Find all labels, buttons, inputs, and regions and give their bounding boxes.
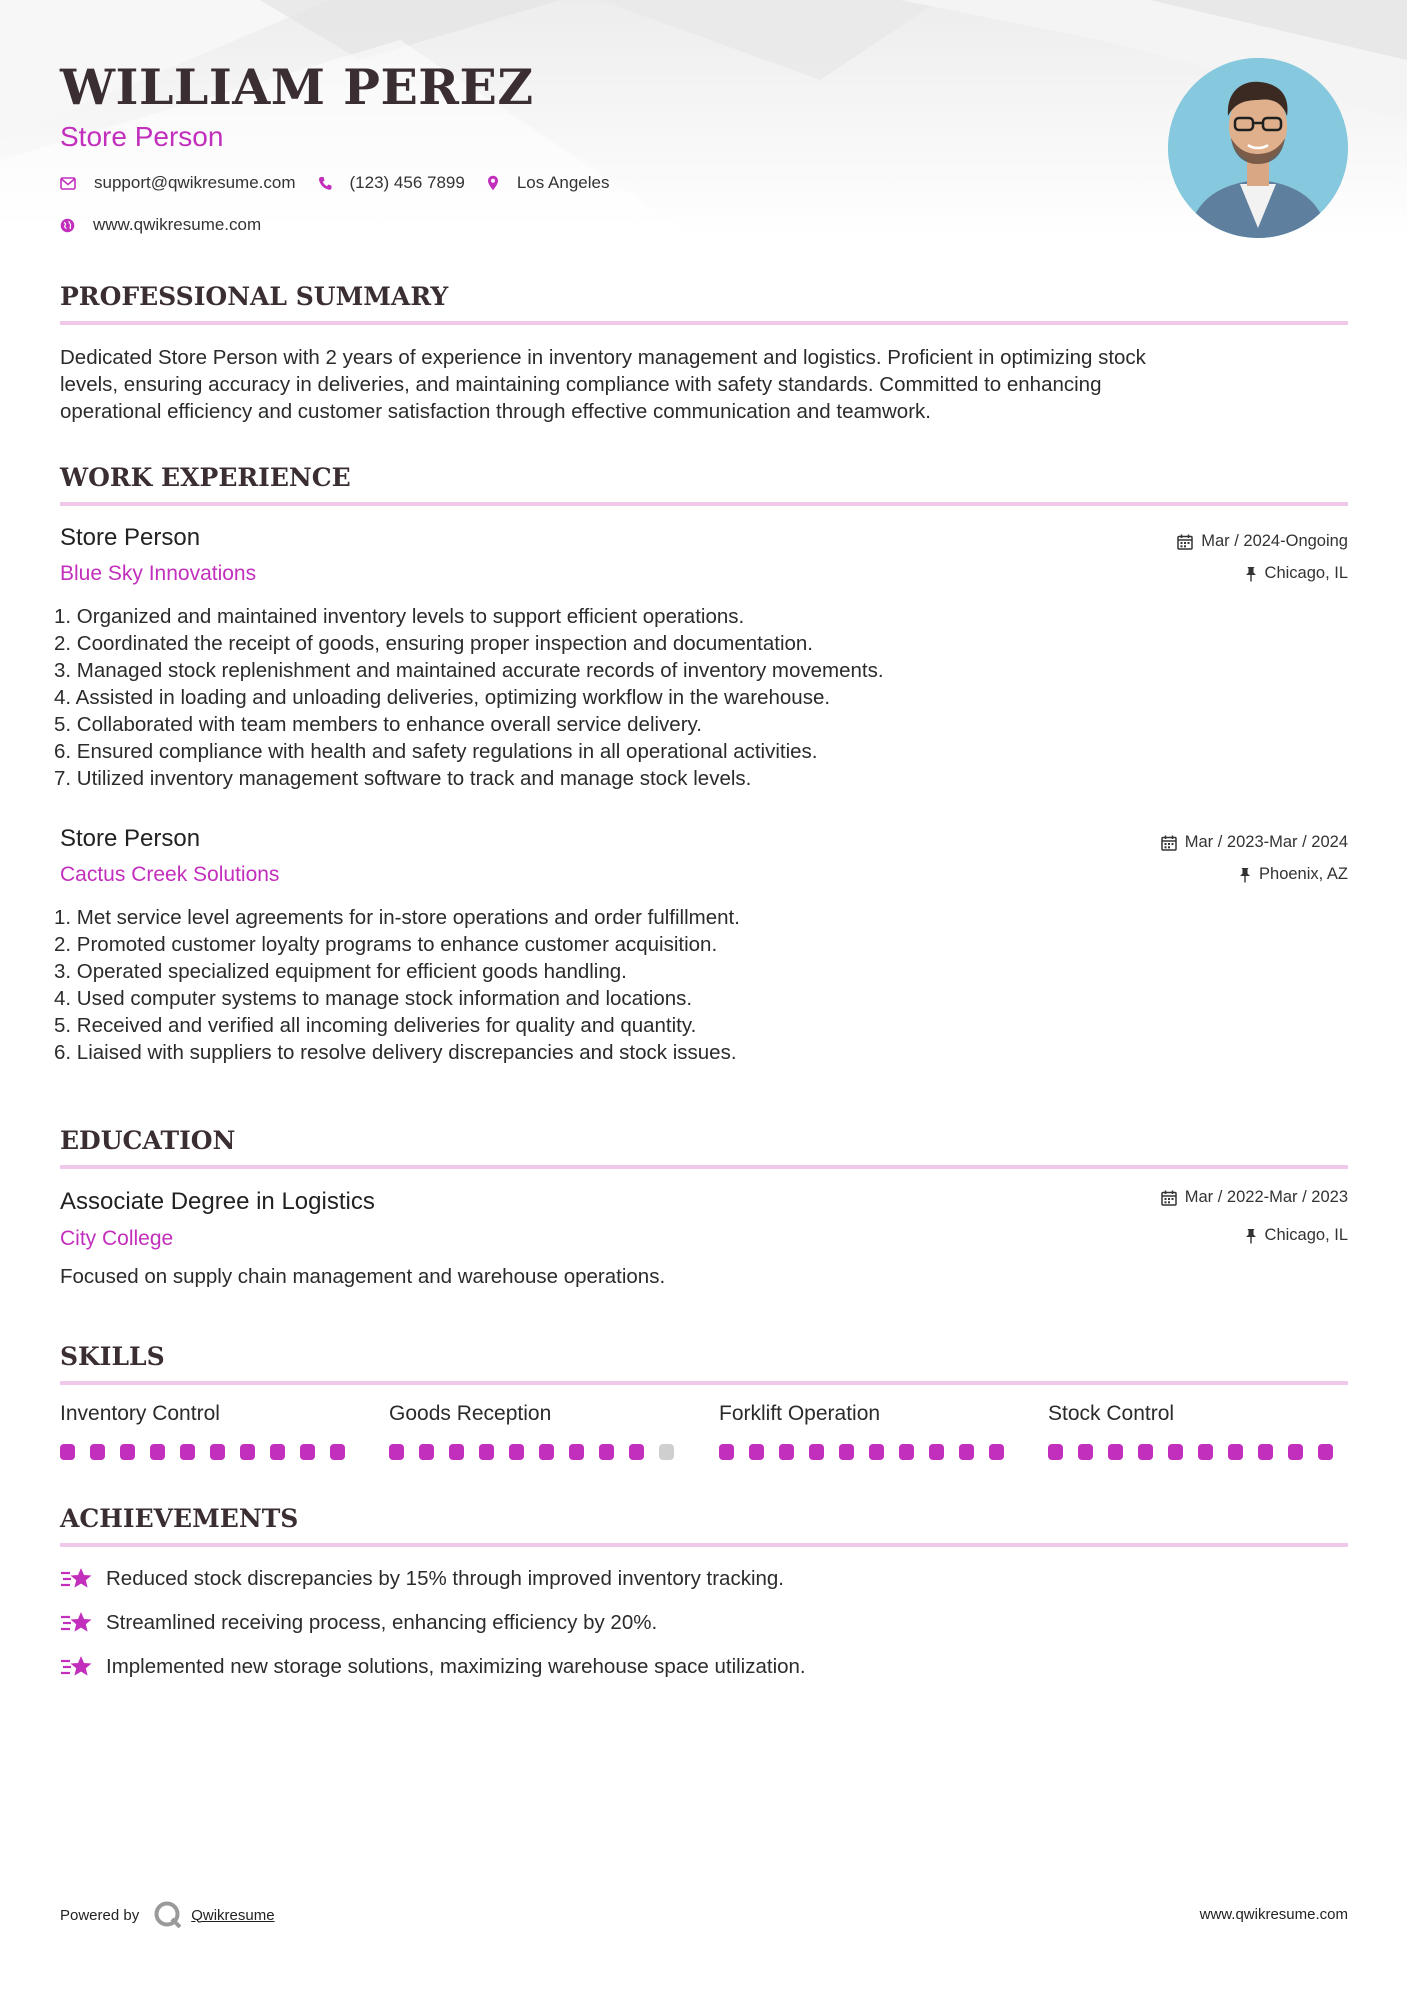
rating-dot-filled — [419, 1444, 434, 1460]
achievement-text: Streamlined receiving process, enhancing efficiency by 20%. — [106, 1611, 658, 1634]
rating-dot-filled — [60, 1444, 75, 1460]
envelope-icon — [60, 177, 76, 190]
achievement-text: Reduced stock discrepancies by 15% through improved inventory tracking. — [106, 1567, 784, 1590]
calendar-icon — [1161, 835, 1177, 851]
job-responsibilities — [54, 904, 740, 1066]
map-pin-icon — [487, 175, 499, 191]
education-location — [1245, 1226, 1348, 1245]
list-item: 4. Used computer systems to manage stock information and locations. — [54, 987, 693, 1010]
skill-rating — [719, 1444, 1019, 1460]
rating-dot-filled — [539, 1444, 554, 1460]
rating-dot-filled — [389, 1444, 404, 1460]
pushpin-icon — [1245, 566, 1257, 582]
job-dates — [1161, 833, 1348, 852]
skill-rating — [1048, 1444, 1348, 1460]
skill-name: Forklift Operation — [719, 1402, 881, 1425]
shooting-star-icon — [60, 1653, 94, 1681]
job-dates-text: Mar / 2024-Ongoing — [1201, 532, 1348, 550]
achievement-text: Implemented new storage solutions, maximizing warehouse space utilization. — [106, 1655, 806, 1678]
shooting-star-icon — [60, 1565, 94, 1593]
job-location-text: Phoenix, AZ — [1259, 865, 1348, 883]
rating-dot-filled — [1318, 1444, 1333, 1460]
phone-text: (123) 456 7899 — [349, 173, 465, 192]
contact-phone[interactable] — [318, 173, 465, 193]
summary-line: operational efficiency and customer satisfaction through effective communication and teamwork. — [60, 400, 931, 423]
globe-icon — [60, 218, 75, 233]
job-location-text: Chicago, IL — [1264, 564, 1348, 582]
skill-name: Inventory Control — [60, 1402, 220, 1425]
rating-dot-filled — [240, 1444, 255, 1460]
education-description: Focused on supply chain management and warehouse operations. — [60, 1265, 666, 1288]
rating-dot-filled — [150, 1444, 165, 1460]
calendar-icon — [1161, 1190, 1177, 1206]
rating-dot-filled — [779, 1444, 794, 1460]
footer-branding — [60, 1900, 275, 1930]
footer-website[interactable]: www.qwikresume.com — [1199, 1906, 1348, 1923]
achievement-item — [60, 1653, 806, 1681]
skill-item — [60, 1402, 360, 1460]
job-responsibilities — [54, 603, 884, 792]
rating-dot-filled — [1078, 1444, 1093, 1460]
rating-dot-filled — [869, 1444, 884, 1460]
rating-dot-filled — [1288, 1444, 1303, 1460]
rating-dot-filled — [1258, 1444, 1273, 1460]
skill-rating — [60, 1444, 360, 1460]
qwikresume-logo-icon — [153, 1900, 183, 1930]
experience-divider — [60, 502, 1348, 506]
resume-page — [54, 0, 1348, 1990]
rating-dot-filled — [1138, 1444, 1153, 1460]
list-item: 3. Managed stock replenishment and maintained accurate records of inventory movements. — [54, 659, 884, 682]
summary-heading: PROFESSIONAL SUMMARY — [60, 282, 449, 311]
calendar-icon — [1177, 534, 1193, 550]
achievement-item — [60, 1609, 657, 1637]
rating-dot-filled — [330, 1444, 345, 1460]
skill-name: Goods Reception — [389, 1402, 552, 1425]
list-item: 1. Met service level agreements for in-store operations and order fulfillment. — [54, 906, 740, 929]
website-text: www.qwikresume.com — [93, 215, 262, 234]
rating-dot-filled — [1108, 1444, 1123, 1460]
rating-dot-filled — [479, 1444, 494, 1460]
job-title: Store Person — [60, 524, 201, 551]
list-item: 2. Coordinated the receipt of goods, ensuring proper inspection and documentation. — [54, 632, 814, 655]
list-item: 1. Organized and maintained inventory levels to support efficient operations. — [54, 605, 745, 628]
rating-dot-filled — [509, 1444, 524, 1460]
job-dates-text: Mar / 2023-Mar / 2024 — [1184, 833, 1348, 851]
education-location-text: Chicago, IL — [1264, 1226, 1348, 1244]
skill-item — [1048, 1402, 1348, 1460]
rating-dot-filled — [959, 1444, 974, 1460]
profile-photo — [1168, 58, 1348, 238]
education-dates-text: Mar / 2022-Mar / 2023 — [1184, 1188, 1348, 1206]
rating-dot-filled — [749, 1444, 764, 1460]
rating-dot-filled — [210, 1444, 225, 1460]
job-title: Store Person — [60, 825, 201, 852]
contact-row-primary — [60, 173, 631, 193]
education-school: City College — [60, 1227, 174, 1250]
email-text: support@qwikresume.com — [94, 173, 296, 192]
pushpin-icon — [1245, 1228, 1257, 1244]
education-dates — [1161, 1188, 1348, 1207]
skill-rating — [389, 1444, 689, 1460]
list-item: 6. Liaised with suppliers to resolve delivery discrepancies and stock issues. — [54, 1041, 737, 1064]
rating-dot-filled — [599, 1444, 614, 1460]
achievement-item — [60, 1565, 784, 1593]
rating-dot-empty — [659, 1444, 674, 1460]
rating-dot-filled — [809, 1444, 824, 1460]
education-heading: EDUCATION — [60, 1126, 236, 1155]
summary-line: levels, ensuring accuracy in deliveries, and maintaining compliance with safety standards. Committed to enhancing — [60, 373, 1102, 396]
rating-dot-filled — [569, 1444, 584, 1460]
contact-website[interactable] — [60, 215, 261, 235]
shooting-star-icon — [60, 1609, 94, 1637]
experience-heading: WORK EXPERIENCE — [60, 463, 351, 492]
rating-dot-filled — [839, 1444, 854, 1460]
rating-dot-filled — [120, 1444, 135, 1460]
contact-email[interactable] — [60, 173, 296, 193]
rating-dot-filled — [180, 1444, 195, 1460]
skill-item — [719, 1402, 1019, 1460]
phone-icon — [318, 176, 332, 191]
rating-dot-filled — [929, 1444, 944, 1460]
education-divider — [60, 1165, 1348, 1169]
list-item: 5. Received and verified all incoming deliveries for quality and quantity. — [54, 1014, 697, 1037]
education-degree: Associate Degree in Logistics — [60, 1188, 375, 1215]
rating-dot-filled — [719, 1444, 734, 1460]
skill-item — [389, 1402, 689, 1460]
rating-dot-filled — [1228, 1444, 1243, 1460]
summary-line: Dedicated Store Person with 2 years of experience in inventory management and logistics. Proficient in optimizing stock — [60, 346, 1146, 369]
list-item: 7. Utilized inventory management software to track and manage stock levels. — [54, 767, 752, 790]
list-item: 2. Promoted customer loyalty programs to enhance customer acquisition. — [54, 933, 718, 956]
location-text: Los Angeles — [516, 173, 610, 192]
achievements-divider — [60, 1543, 1348, 1547]
contact-location — [487, 173, 610, 193]
rating-dot-filled — [629, 1444, 644, 1460]
rating-dot-filled — [899, 1444, 914, 1460]
rating-dot-filled — [1048, 1444, 1063, 1460]
rating-dot-filled — [989, 1444, 1004, 1460]
skills-heading: SKILLS — [60, 1342, 165, 1371]
summary-text — [60, 344, 1348, 425]
job-location — [1239, 865, 1348, 884]
list-item: 5. Collaborated with team members to enhance overall service delivery. — [54, 713, 702, 736]
rating-dot-filled — [300, 1444, 315, 1460]
pushpin-icon — [1239, 867, 1251, 883]
list-item: 4. Assisted in loading and unloading deliveries, optimizing workflow in the warehouse. — [54, 686, 831, 709]
rating-dot-filled — [90, 1444, 105, 1460]
qwikresume-link[interactable]: Qwikresume — [191, 1906, 275, 1924]
candidate-role: Store Person — [60, 121, 224, 152]
rating-dot-filled — [1168, 1444, 1183, 1460]
job-company: Cactus Creek Solutions — [60, 863, 280, 886]
skills-divider — [60, 1381, 1348, 1385]
achievements-heading: ACHIEVEMENTS — [60, 1504, 299, 1533]
list-item: 6. Ensured compliance with health and safety regulations in all operational activities. — [54, 740, 818, 763]
skill-name: Stock Control — [1048, 1402, 1175, 1425]
contact-row-secondary — [60, 215, 283, 235]
job-dates — [1177, 532, 1348, 551]
summary-divider — [60, 321, 1348, 325]
job-location — [1245, 564, 1348, 583]
rating-dot-filled — [449, 1444, 464, 1460]
job-company: Blue Sky Innovations — [60, 562, 257, 585]
candidate-name: WILLIAM PEREZ — [60, 58, 534, 116]
list-item: 3. Operated specialized equipment for efficient goods handling. — [54, 960, 627, 983]
powered-by-label: Powered by — [60, 1906, 140, 1924]
rating-dot-filled — [1198, 1444, 1213, 1460]
rating-dot-filled — [270, 1444, 285, 1460]
